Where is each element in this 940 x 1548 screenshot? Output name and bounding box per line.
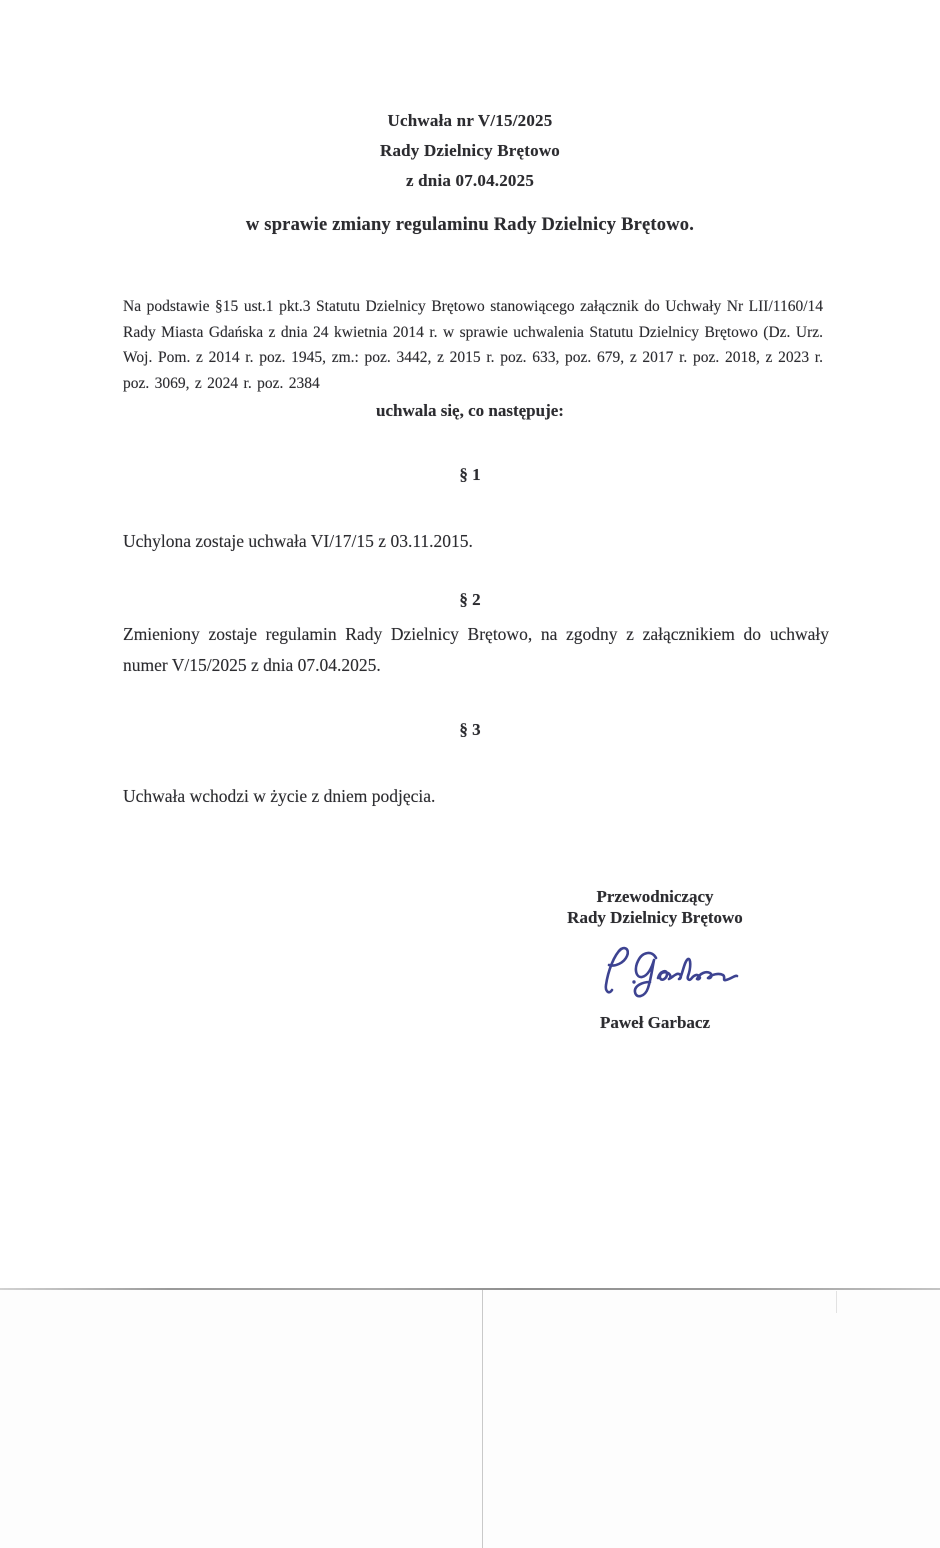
enacting-clause: uchwala się, co następuje: <box>376 401 564 420</box>
section-1-text: Uchylona zostaje uchwała VI/17/15 z 03.11.2015. <box>123 531 473 551</box>
signature-stroke-p-stem <box>606 949 621 992</box>
handwritten-signature <box>590 940 746 1008</box>
document-subject: w sprawie zmiany regulaminu Rady Dzielnicy Brętowo. <box>245 215 695 235</box>
section-1-number: § 1 <box>459 465 481 484</box>
title-line-number: Uchwała nr V/15/2025 <box>387 111 553 130</box>
section-3-number: § 3 <box>459 720 481 739</box>
section-2-text: Zmieniony zostaje regulamin Rady Dzielnicy Brętowo, na zgodny z załącznikiem do uchwały numer V/15/2025 z dnia 07.04.2025. <box>123 624 829 675</box>
scan-vertical-mark <box>836 1291 837 1313</box>
signer-name: Paweł Garbacz <box>600 1013 710 1032</box>
signature-role-council: Rady Dzielnicy Brętowo <box>567 908 743 927</box>
scan-bottom-margin <box>0 1290 940 1548</box>
signature-dot <box>632 980 635 983</box>
signature-stroke-arbacz <box>658 959 737 980</box>
legal-basis-paragraph: Na podstawie §15 ust.1 pkt.3 Statutu Dzielnicy Brętowo stanowiącego załącznik do Uchwały Nr LII/1160/14 Rady Miasta Gdańska z dnia 24 kwietnia 2014 r. w sprawie uchwalenia Statutu Dzielnicy Brętowo (Dz. Urz. Woj. Pom. z 2014 r. poz. 1945, zm.: poz. 3442, z 2015 r. poz. 633, poz. 679, z 2017 r. poz. 2018, z 2023 r. poz. 3069, z 2024 r. poz. 2384 <box>123 298 823 392</box>
document-title-block <box>0 106 940 196</box>
section-3-text: Uchwała wchodzi w życie z dniem podjęcia. <box>123 786 436 806</box>
signature-stroke-g <box>635 953 656 996</box>
section-2-number: § 2 <box>459 590 481 609</box>
title-line-date: z dnia 07.04.2025 <box>405 171 535 190</box>
signature-role-title: Przewodniczący <box>596 887 714 906</box>
title-line-council: Rady Dzielnicy Brętowo <box>379 141 561 160</box>
scan-horizontal-rule <box>0 1288 940 1290</box>
scan-vertical-rule <box>482 1290 483 1548</box>
signature-role-block <box>480 886 830 928</box>
